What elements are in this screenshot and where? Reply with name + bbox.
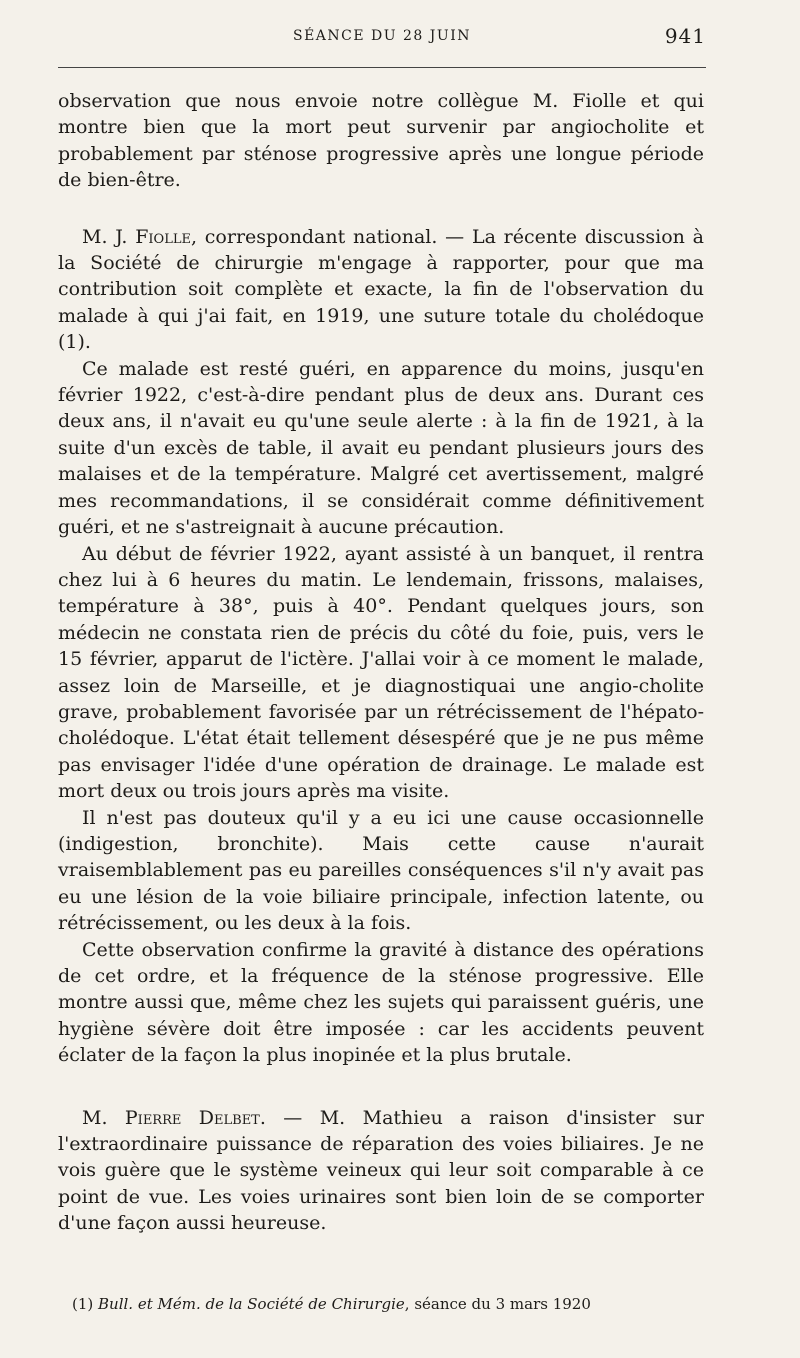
- speaker-fiolle: M. J. Fiolle: [82, 225, 191, 248]
- running-title: SÉANCE DU 28 JUIN: [293, 28, 471, 44]
- paragraph-6: Cette observation confirme la gravité à distance des opérations de cet ordre, et la fréquence de la sténose progressive. Elle montre aussi que, même chez les sujets qui paraissent guéris, une hygiène sévère doit être imposée : car les accidents peuvent éclater de la façon la plus inopinée et la plus brutale.: [58, 938, 704, 1067]
- running-header: [58, 22, 706, 50]
- paragraph-4: Au début de février 1922, ayant assisté à un banquet, il rentra chez lui à 6 heures du matin. Le lendemain, frissons, malaises, température à 38°, puis à 40°. Pendant quelques jours, son médecin ne constata rien de précis du côté du foie, puis, vers le 15 février, apparut de l'ictère. J'allai voir à ce moment le malade, assez loin de Marseille, et je diagnostiquai une angio-cholite grave, probablement favorisée par un rétrécissement de l'hépato-cholédoque. L'état était tellement désespéré que je ne pus même pas envisager l'idée d'une opération de drainage. Le malade est mort deux ou trois jours après ma visite.: [58, 542, 704, 803]
- paragraph-3: Ce malade est resté guéri, en apparence du moins, jusqu'en février 1922, c'est-à-dire pendant plus de deux ans. Durant ces deux ans, il n'avait eu qu'une seule alerte : à la fin de 1921, à la suite d'un excès de table, il avait eu pendant plusieurs jours des malaises et de la température. Malgré cet avertissement, malgré mes recommandations, il se considérait comme définitivement guéri, et ne s'astreignait à aucune précaution.: [58, 357, 704, 539]
- paragraph-1: observation que nous envoie notre collègue M. Fiolle et qui montre bien que la mort peut survenir par angiocholite et probablement par sténose progressive après une longue période de bien-être.: [58, 90, 704, 192]
- page-number: 941: [664, 24, 706, 48]
- speaker-delbet: M. Pierre Delbet: [82, 1106, 260, 1129]
- paragraph-7-text: . — M. Mathieu a raison d'insister sur l'extraordinaire puissance de réparation des voies biliaires. Je ne vois guère que le système veineux qui leur soit comparable à ce point de vue. Les voies urinaires sont bien loin de se comporter d'une façon aussi heureuse.: [58, 1106, 704, 1235]
- footnote: [72, 1294, 712, 1314]
- body-text: [58, 88, 704, 1237]
- footnote-marker: (1): [72, 1295, 94, 1313]
- paragraph-7: [58, 1105, 704, 1237]
- paragraph-2: [58, 224, 704, 356]
- paragraph-2-text: , correspondant national. — La récente discussion à la Société de chirurgie m'engage à rapporter, pour que ma contribution soit complète et exacte, la fin de l'observation du malade à qui j'ai fait, en 1919, une suture totale du cholédoque (1).: [58, 225, 704, 354]
- footnote-journal: Bull. et Mém. de la Société de Chirurgie: [98, 1295, 405, 1313]
- paragraph-5: Il n'est pas douteux qu'il y a eu ici une cause occasionnelle (indigestion, bronchite). Mais cette cause n'aurait vraisemblablement pas eu pareilles conséquences s'il n'y avait pas eu une lésion de la voie biliaire principale, infection latente, ou rétrécissement, ou les deux à la fois.: [58, 806, 704, 935]
- footnote-text: , séance du 3 mars 1920: [404, 1295, 591, 1313]
- header-rule: [58, 67, 706, 68]
